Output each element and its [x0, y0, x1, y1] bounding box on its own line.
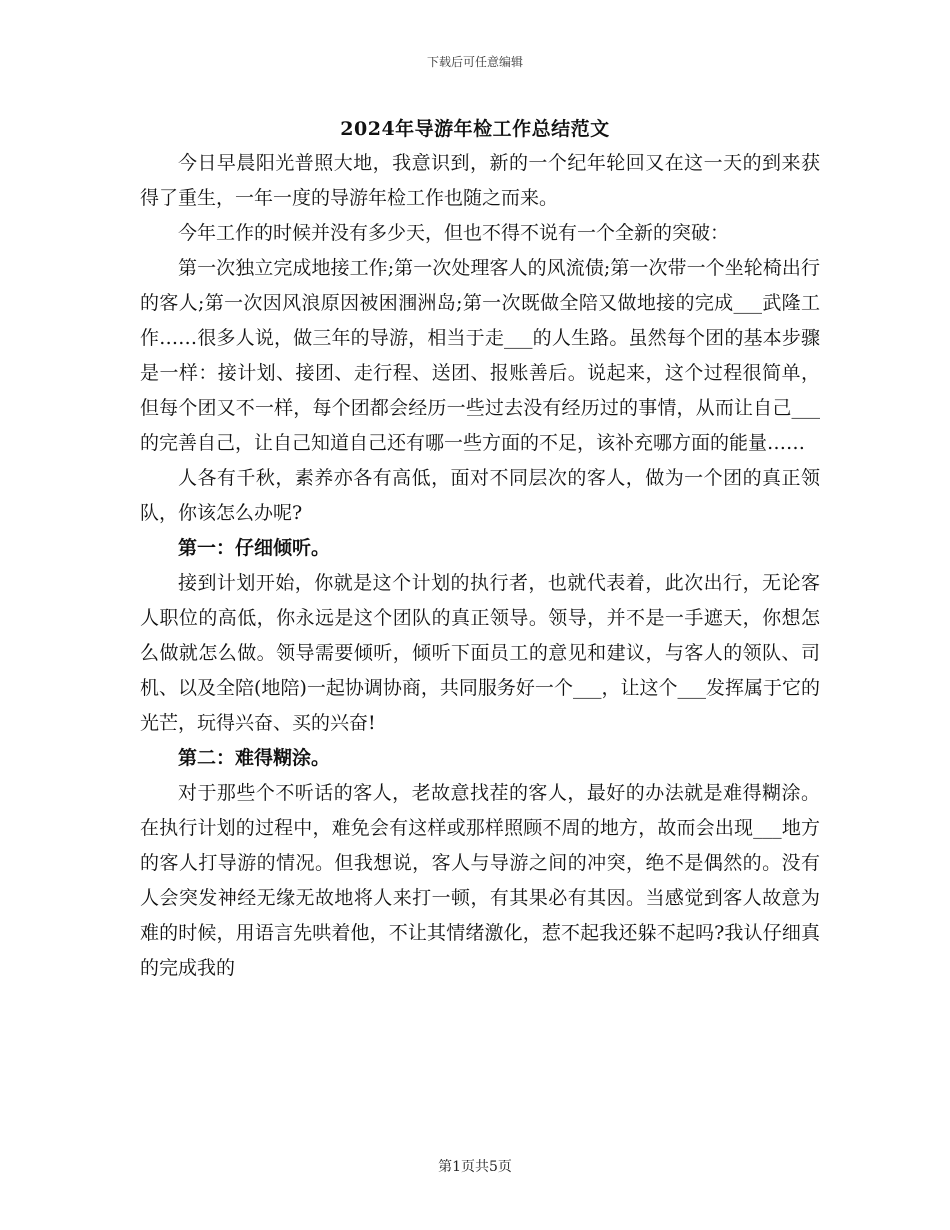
paragraph-listen: 接到计划开始，你就是这个计划的执行者，也就代表着，此次出行，无论客人职位的高低，你永远是这个团队的真正领导。领导，并不是一手遮天，你想怎么做就怎么做。领导需要倾听，倾听下面员工的意见和建议，与客人的领队、司机、以及全陪(地陪)一起协调协商，共同服务好一个___，让这个___发挥属于它的光芒，玩得兴奋、买的兴奋!	[140, 572, 820, 734]
document-body	[140, 146, 820, 986]
section-heading-muddled: 第二：难得糊涂。	[178, 747, 331, 769]
paragraph-intro: 今日早晨阳光普照大地，我意识到，新的一个纪年轮回又在这一天的到来获得了重生，一年一度的导游年检工作也随之而来。	[140, 152, 820, 209]
paragraph-muddled: 对于那些个不听话的客人，老故意找茬的客人，最好的办法就是难得糊涂。在执行计划的过程中，难免会有这样或那样照顾不周的地方，故而会出现___地方的客人打导游的情况。但我想说，客人与导游之间的冲突，绝不是偶然的。没有人会突发神经无缘无故地将人来打一顿，有其果必有其因。当感觉到客人故意为难的时候，用语言先哄着他，不让其情绪激化，惹不起我还躲不起吗?我认仔细真的完成我的	[140, 782, 820, 979]
paragraph-breakthrough: 今年工作的时候并没有多少天，但也不得不说有一个全新的突破：	[178, 222, 730, 244]
paragraph-firsts: 第一次独立完成地接工作;第一次处理客人的风流债;第一次带一个坐轮椅出行的客人;第一次因风浪原因被困涠洲岛;第一次既做全陪又做地接的完成___武隆工作……很多人说，做三年的导游，相当于走___的人生路。虽然每个团的基本步骤是一样：接计划、接团、走行程、送团、报账善后。说起来，这个过程很简单，但每个团又不一样，每个团都会经历一些过去没有经历过的事情，从而让自己___的完善自己，让自己知道自己还有哪一些方面的不足，该补充哪方面的能量……	[140, 257, 820, 454]
section-heading-listen: 第一：仔细倾听。	[178, 537, 331, 559]
document-title: 2024年导游年检工作总结范文	[340, 118, 610, 140]
header-note: 下载后可任意编辑	[426, 55, 523, 69]
paragraph-question: 人各有千秋，素养亦各有高低，面对不同层次的客人，做为一个团的真正领队，你该怎么办呢?	[140, 467, 820, 524]
page-number-footer: 第1页共5页	[438, 1159, 512, 1175]
